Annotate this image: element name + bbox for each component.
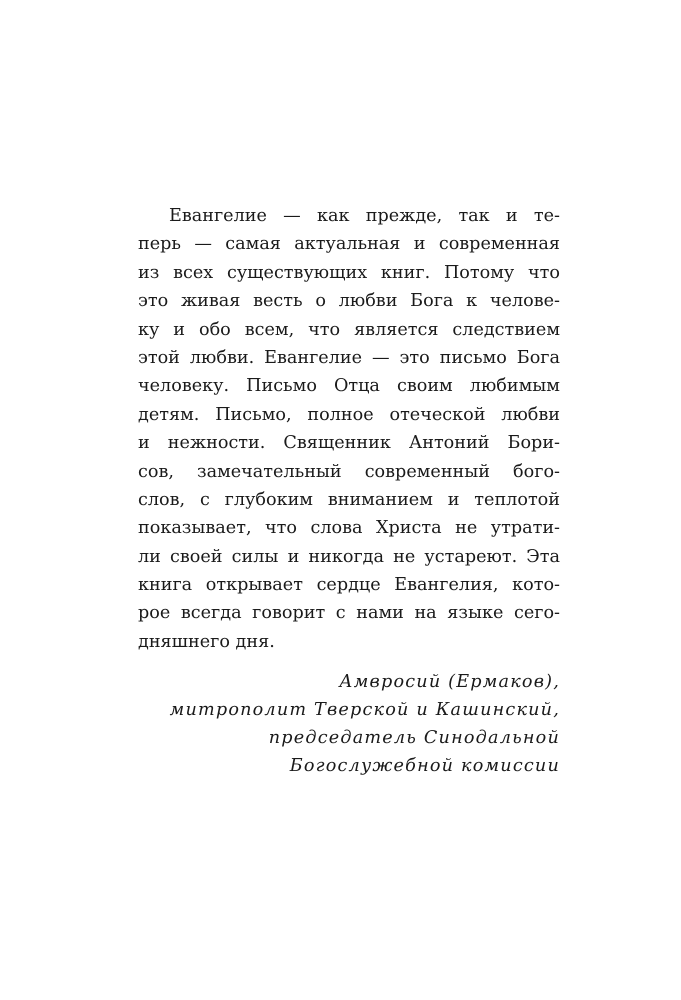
text-line: из всех существующих книг. Потому что <box>138 262 560 283</box>
text-line: ли своей силы и никогда не устареют. Эта <box>138 546 560 567</box>
text-line: этой любви. Евангелие — это письмо Бога <box>138 347 560 368</box>
text-line: детям. Письмо, полное отеческой любви <box>138 404 560 425</box>
text-line: это живая весть о любви Бога к челове- <box>138 291 560 312</box>
author-name: Амвросий (Ермаков), <box>339 672 560 692</box>
text-line: сов, замечательный современный бого- <box>138 461 560 482</box>
attribution-signature <box>170 668 560 780</box>
endorsement-text <box>138 202 560 656</box>
text-line: и нежности. Священник Антоний Бори- <box>138 433 560 454</box>
text-line: ку и обо всем, что является следствием <box>138 319 560 340</box>
author-title: митрополит Тверской и Кашинский, <box>169 700 560 720</box>
text-line: человеку. Письмо Отца своим любимым <box>138 376 560 397</box>
text-line: рое всегда говорит с нами на языке сего- <box>138 603 560 624</box>
text-line: Евангелие — как прежде, так и те- <box>169 206 560 226</box>
text-line: слов, с глубоким вниманием и теплотой <box>138 489 560 510</box>
text-line: показывает, что слова Христа не утрати- <box>138 518 560 539</box>
text-line: перь — самая актуальная и современная <box>138 234 560 255</box>
text-line: дняшнего дня. <box>138 631 275 652</box>
author-role-line-1: председатель Синодальной <box>268 728 560 748</box>
author-role-line-2: Богослужебной комиссии <box>289 756 560 776</box>
text-line: книга открывает сердце Евангелия, кото- <box>138 575 560 596</box>
